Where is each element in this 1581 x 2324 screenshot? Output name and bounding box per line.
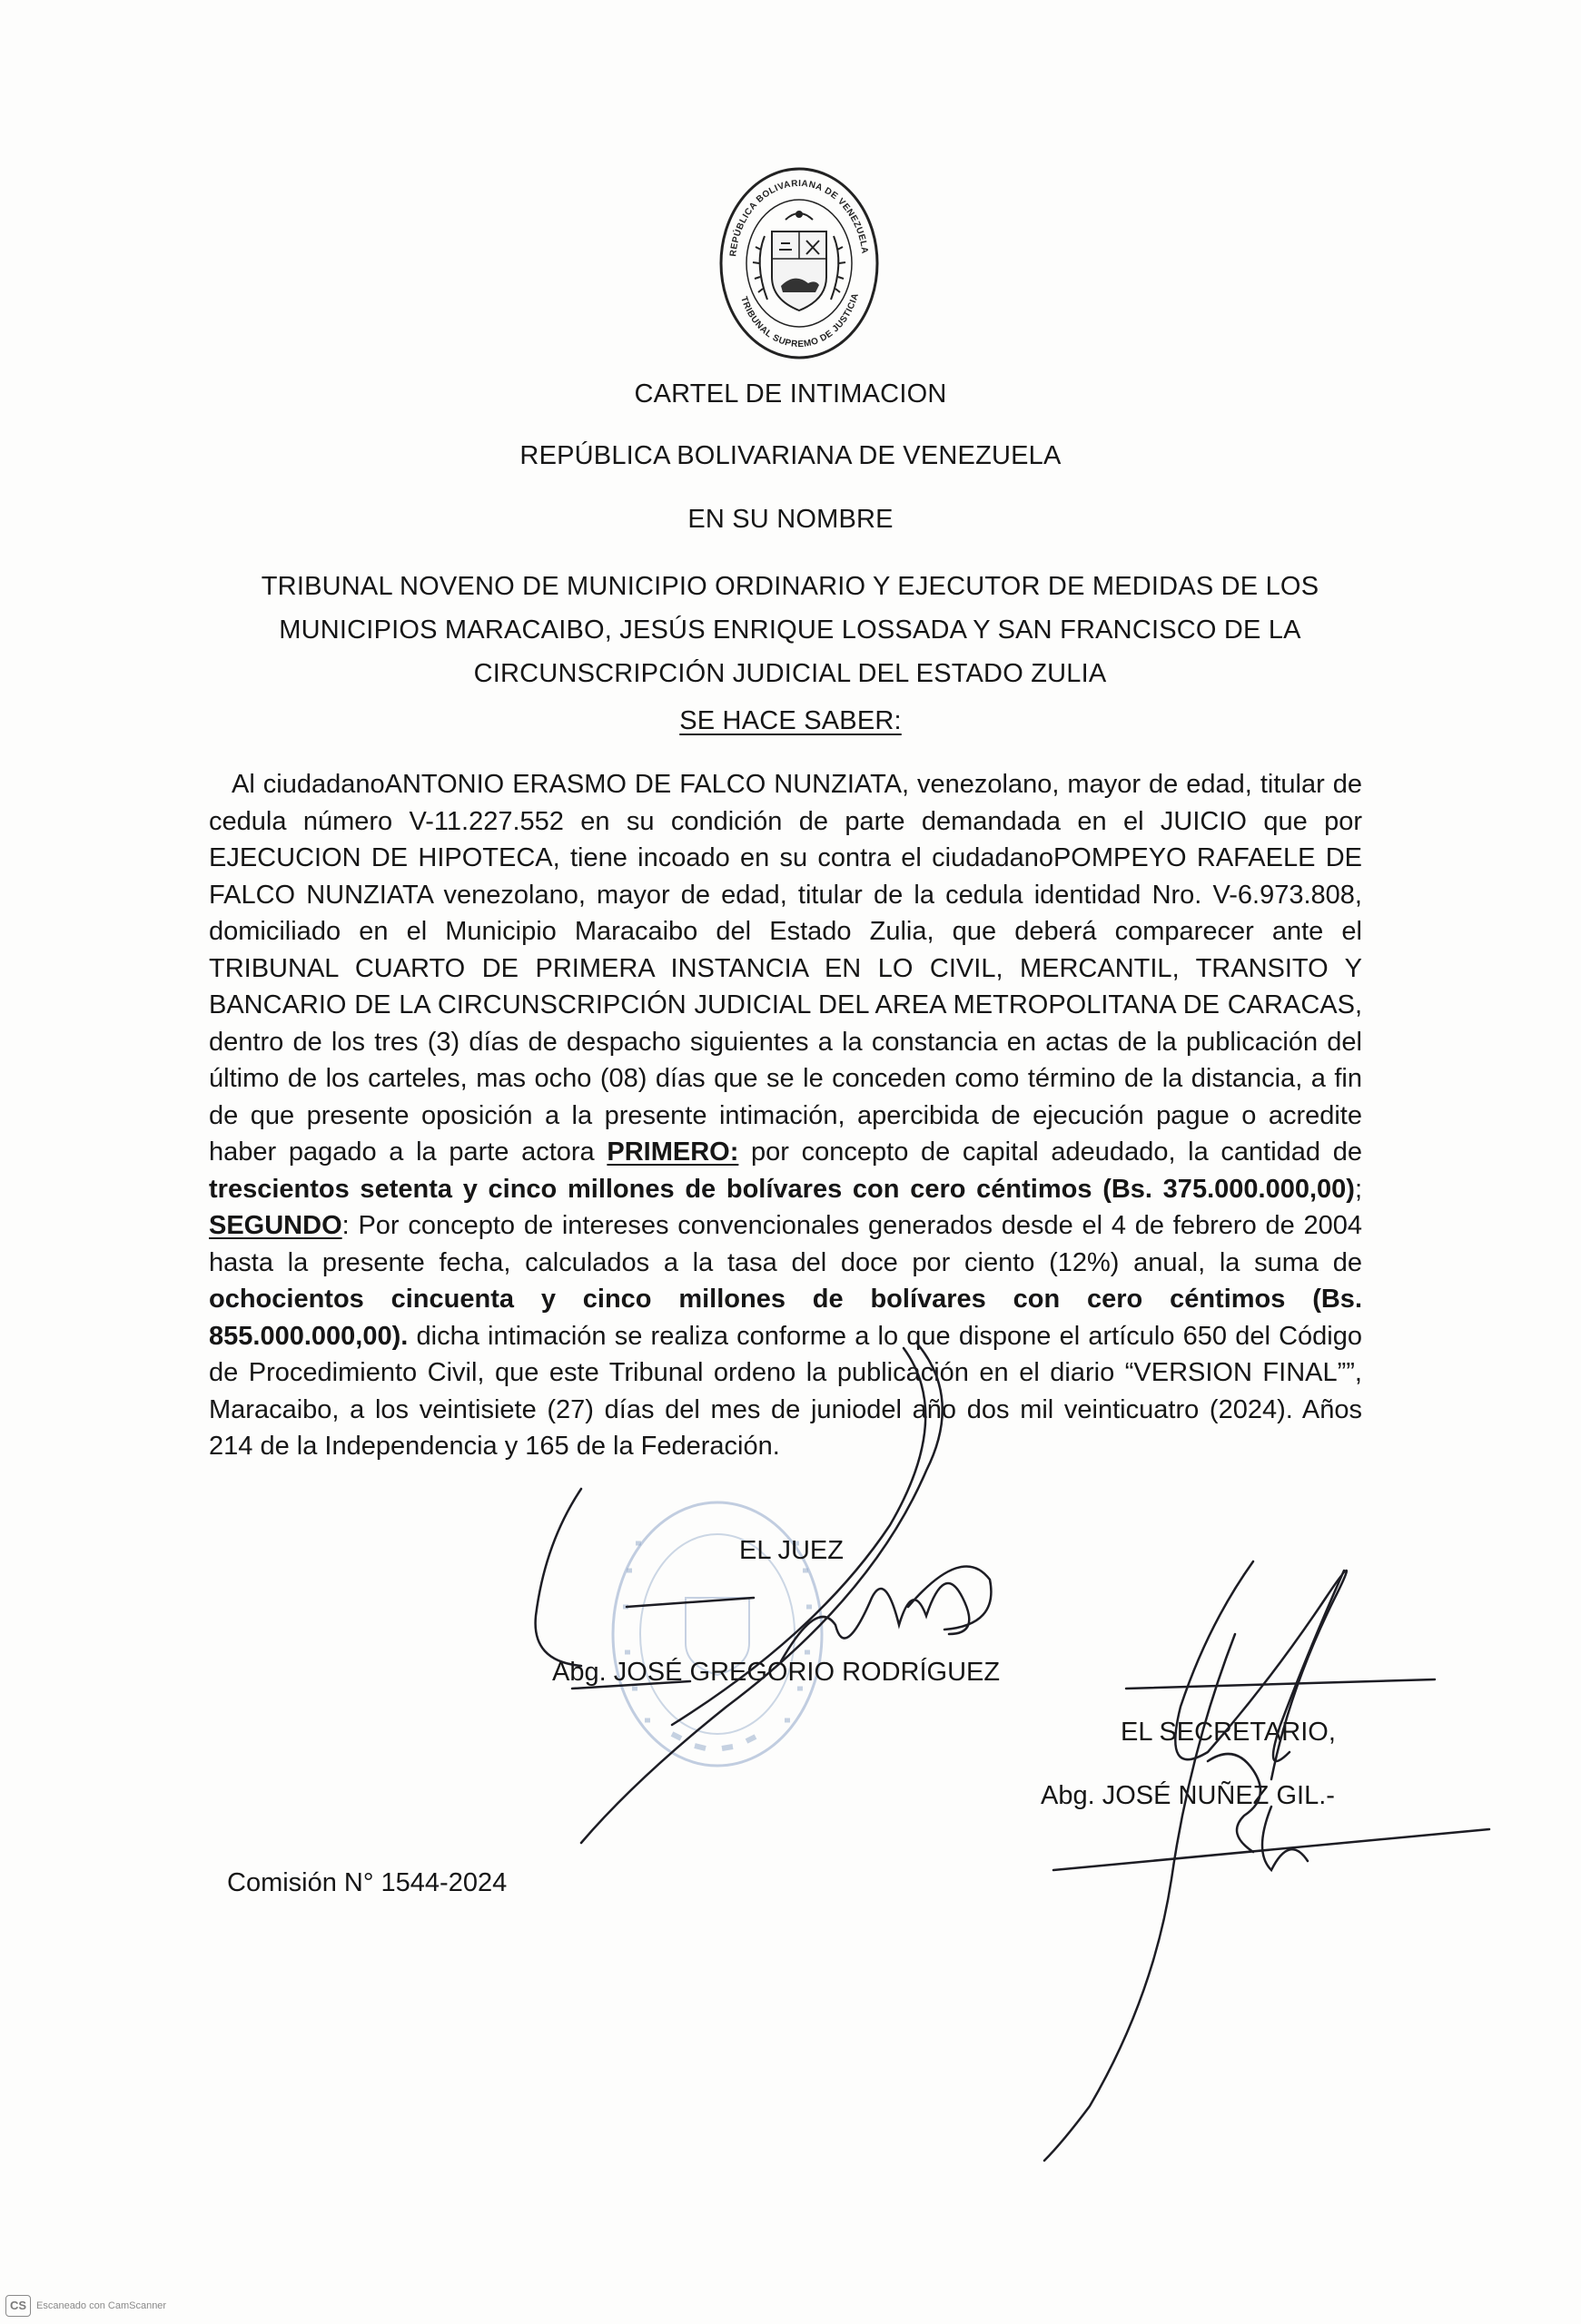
notice-heading: SE HACE SABER: xyxy=(679,706,902,735)
supreme-court-seal xyxy=(717,163,881,363)
segundo-label: SEGUNDO xyxy=(209,1211,342,1240)
document-title: CARTEL DE INTIMACION xyxy=(634,379,947,409)
in-name-heading: EN SU NOMBRE xyxy=(687,505,894,534)
republic-heading: REPÚBLICA BOLIVARIANA DE VENEZUELA xyxy=(519,441,1062,470)
primero-label: PRIMERO: xyxy=(607,1137,739,1167)
scanner-watermark xyxy=(5,2295,166,2317)
commission-number: Comisión N° 1544-2024 xyxy=(227,1868,508,1897)
body-paragraph: Al ciudadanoANTONIO ERASMO DE FALCO NUNZIATA, venezolano, mayor de edad, titular de cedula número V-11.227.552 en su condición de parte demandada en el JUICIO que por EJECUCION DE HIPOTECA, tiene incoado en su contra el ciudadanoPOMPEYO RAFAELE DE FALCO NUNZIATA venezolano, mayor de edad, titular de la cedula identidad Nro. V-6.973.808, domiciliado en el Municipio Maracaibo del Estado Zulia, que deberá comparecer ante el TRIBUNAL CUARTO DE PRIMERA INSTANCIA EN LO CIVIL, MERCANTIL, TRANSITO Y BANCARIO DE LA CIRCUNSCRIPCIÓN JUDICIAL DEL AREA METROPOLITANA DE CARACAS, dentro de los tres (3) días de despacho siguientes a la constancia en actas de la publicación del último de los carteles, mas ocho (08) días que se le conceden como término de la distancia, a fin de que presente oposición a la presente intimación, apercibida de ejecución pague o acredite haber pagado a la parte actora xyxy=(209,770,1362,1167)
segundo-amount: ochocientos cincuenta y cinco millones de bolívares con cero céntimos (Bs. 855.000.000,00). xyxy=(209,1285,1362,1351)
scanner-label: Escaneado con CamScanner xyxy=(36,2300,167,2311)
court-stamp xyxy=(599,1489,835,1779)
separator: ; xyxy=(1354,1174,1362,1204)
seal-text-bottom: TRIBUNAL SUPREMO DE JUSTICIA xyxy=(738,291,862,350)
judge-label: EL JUEZ xyxy=(739,1536,844,1565)
closing-text: dicha intimación se realiza conforme a lo que dispone el artículo 650 del Código de Procedimiento Civil, que este Tribunal ordeno la publicación en el diario “VERSION FINAL””, Maracaibo, a los veintisiete (27) días del mes de juniodel año dos mil veinticuatro (2024). Años 214 de la Independencia y 165 de la Federación. xyxy=(209,1321,1362,1461)
secretary-name: Abg. JOSÉ NUÑEZ GIL.- xyxy=(1041,1781,1335,1810)
segundo-text: : Por concepto de intereses convencionales generados desde el 4 de febrero de 2004 hasta la presente fecha, calculados a la tasa del doce por ciento (12%) anual, la suma de xyxy=(209,1211,1362,1277)
judge-name: Abg. JOSÉ GREGORIO RODRÍGUEZ xyxy=(552,1658,1001,1687)
primero-text: por concepto de capital adeudado, la cantidad de xyxy=(738,1137,1362,1167)
camscanner-logo-icon: CS xyxy=(5,2295,31,2317)
court-heading: TRIBUNAL NOVENO DE MUNICIPIO ORDINARIO Y EJECUTOR DE MEDIDAS DE LOS MUNICIPIOS MARACAIBO, JESÚS ENRIQUE LOSSADA Y SAN FRANCISCO DE LA CIRCUNSCRIPCIÓN JUDICIAL DEL ESTADO ZULIA xyxy=(261,572,1319,688)
secretary-label: EL SECRETARIO, xyxy=(1121,1718,1336,1747)
seal-text-top: REPÚBLICA BOLIVARIANA DE VENEZUELA xyxy=(728,178,870,258)
primero-amount: trescientos setenta y cinco millones de bolívares con cero céntimos (Bs. 375.000.000,00) xyxy=(209,1174,1355,1204)
notice-body xyxy=(209,766,1362,1465)
